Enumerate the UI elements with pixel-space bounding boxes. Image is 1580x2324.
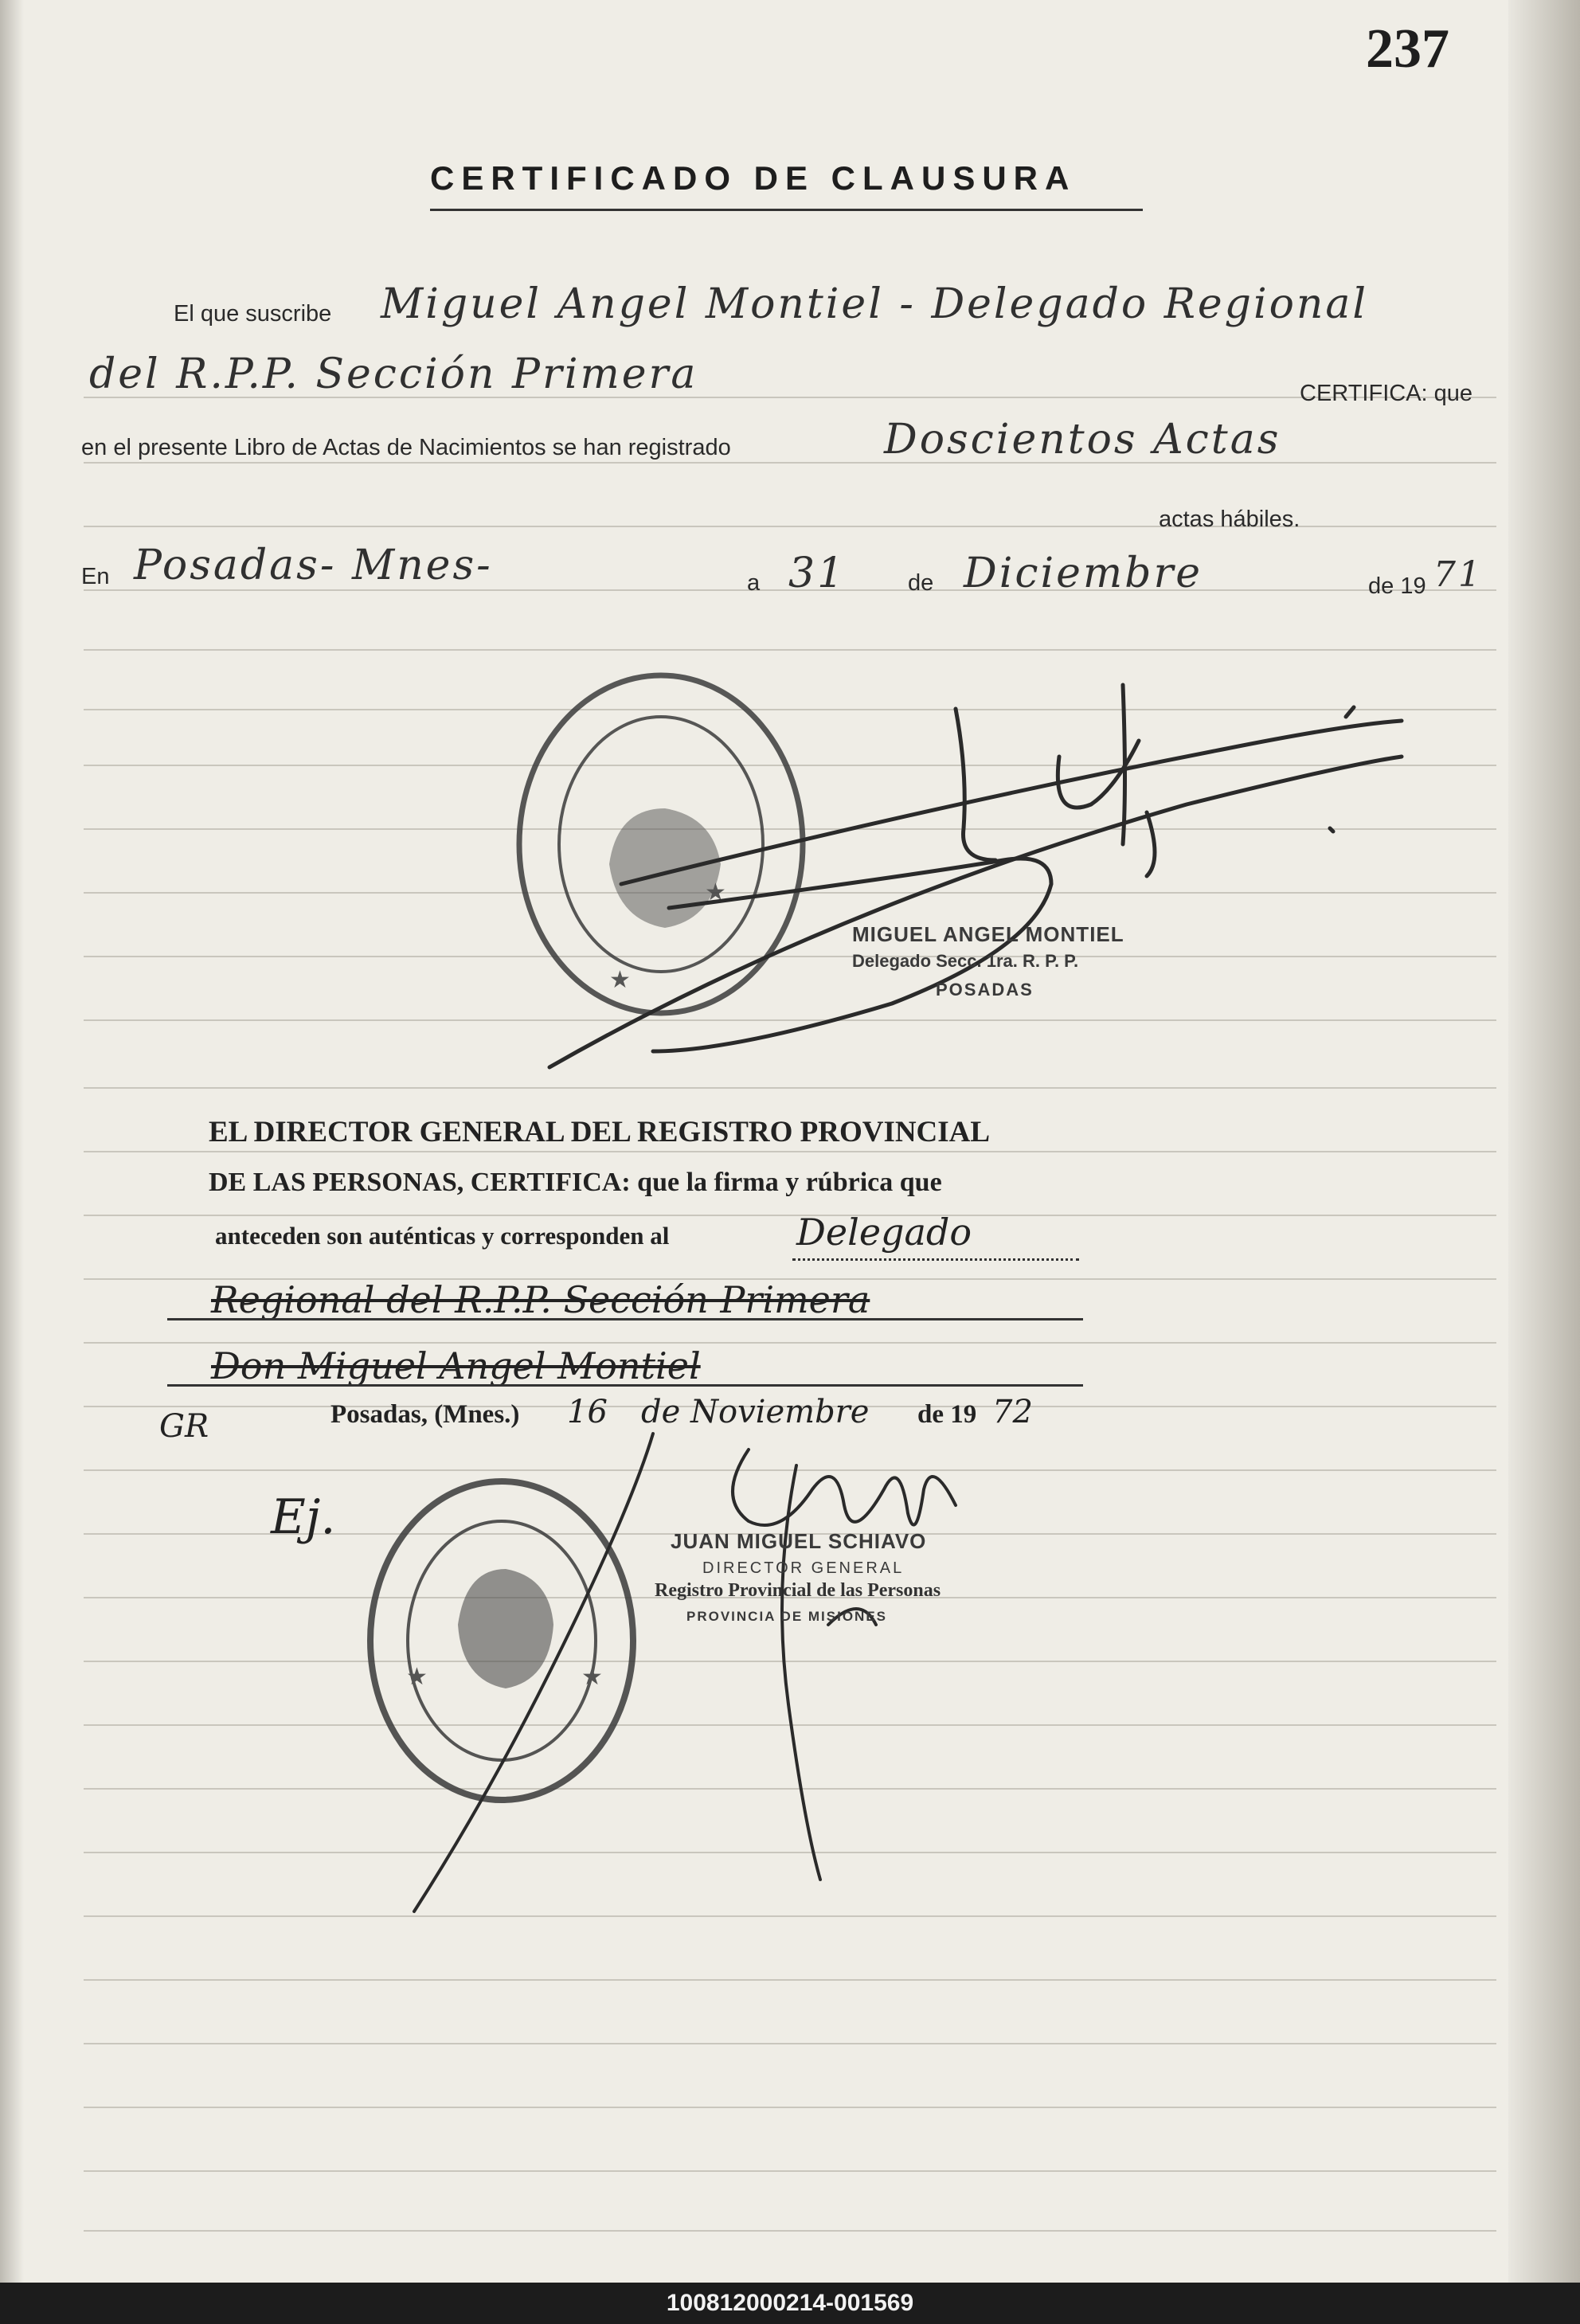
delegate-stamp-name: MIGUEL ANGEL MONTIEL: [852, 922, 1124, 946]
certificate-title: CERTIFICADO DE CLAUSURA: [430, 159, 1077, 197]
legalization-date-prefix: Posadas, (Mnes.): [330, 1400, 520, 1429]
delegate-seal-and-signature: [430, 669, 1465, 1083]
document-id-footer: 100812000214-001569: [0, 2283, 1580, 2324]
page-number: 237: [1366, 18, 1449, 80]
year-handwritten: 71: [1433, 554, 1483, 595]
legalization-year-label: de 19: [917, 1400, 977, 1429]
label-suscribe: El que suscribe: [174, 301, 332, 327]
label-a: a: [747, 570, 761, 596]
svg-text:★: ★: [609, 967, 631, 993]
signer-section-handwritten: del R.P.P. Sección Primera: [89, 350, 698, 398]
label-de-year: de 19: [1368, 573, 1426, 599]
place-handwritten: Posadas- Mnes-: [134, 542, 493, 589]
legalization-line-3-handwritten: Delegado: [796, 1211, 972, 1254]
signer-name-handwritten: Miguel Angel Montiel - Delegado Regional: [381, 280, 1369, 328]
legalization-line-2: DE LAS PERSONAS, CERTIFICA: que la firma y rúbrica que: [209, 1168, 942, 1197]
legalization-line-3-prefix: anteceden son auténticas y corresponden al: [215, 1222, 670, 1250]
day-handwritten: 31: [788, 550, 847, 597]
label-en: En: [81, 564, 110, 589]
legalization-line-4-underline: [167, 1318, 1083, 1320]
svg-text:★: ★: [705, 879, 726, 906]
delegate-round-seal: [519, 675, 803, 1013]
delegate-stamp-role: Delegado Secc. 1ra. R. P. P.: [852, 951, 1079, 971]
legalization-line-4-handwritten: Regional del R.P.P. Sección Primera: [211, 1278, 870, 1321]
label-actas-habiles: actas hábiles.: [1159, 507, 1300, 532]
title-underline: [430, 209, 1143, 211]
legalization-month-handwritten: de Noviembre: [641, 1394, 870, 1430]
director-stamp-name: JUAN MIGUEL SCHIAVO: [671, 1529, 927, 1553]
label-registrado: en el presente Libro de Actas de Nacimientos se han registrado: [81, 435, 731, 460]
margin-initials: GR: [159, 1408, 209, 1445]
delegate-stamp-city: POSADAS: [936, 980, 1034, 1000]
legalization-line-3-underline: [792, 1258, 1079, 1261]
legalization-line-5-underline: [167, 1384, 1083, 1387]
svg-text:★: ★: [406, 1664, 428, 1690]
director-stamp-office: Registro Provincial de las Personas: [655, 1580, 941, 1601]
director-round-seal: [370, 1481, 633, 1800]
legalization-line-1: EL DIRECTOR GENERAL DEL REGISTRO PROVINCIAL: [209, 1116, 991, 1148]
count-handwritten: Doscientos Actas: [884, 416, 1281, 464]
legalization-year-handwritten: 72: [992, 1394, 1033, 1430]
director-seal-and-signature: [350, 1418, 1067, 1927]
director-stamp-province: PROVINCIA DE MISIONES: [686, 1609, 888, 1624]
label-de: de: [908, 570, 934, 596]
margin-mark: Ej.: [271, 1489, 336, 1545]
legalization-line-5-handwritten: Don Miguel Angel Montiel: [211, 1344, 701, 1387]
director-stamp-role: DIRECTOR GENERAL: [702, 1559, 905, 1577]
label-certifica: CERTIFICA: que: [1300, 381, 1473, 406]
svg-text:★: ★: [581, 1664, 603, 1690]
legalization-day-handwritten: 16: [567, 1394, 608, 1430]
month-handwritten: Diciembre: [964, 550, 1203, 597]
